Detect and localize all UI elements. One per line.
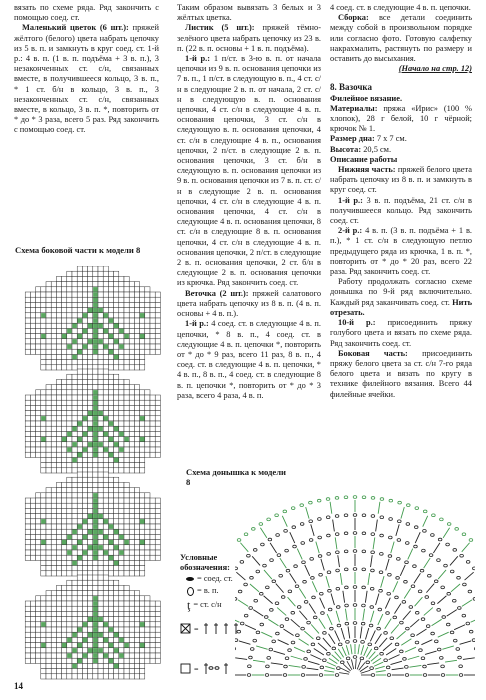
heading-inline: Маленький цветок (6 шт.): bbox=[22, 23, 129, 33]
heading-inline: 1-й р.: bbox=[185, 54, 211, 64]
heading-inline: Нижняя часть: bbox=[338, 165, 396, 175]
heading-inline: Размер дна: bbox=[330, 134, 375, 144]
text-column-middle bbox=[177, 3, 321, 401]
bottom-scheme-caption: Схема донышка к модели 8 bbox=[186, 467, 286, 487]
heading-inline: 2-й р.: bbox=[338, 226, 363, 236]
paragraph: вязать по схеме ряда. Ряд закончить с помощью соед. ст. bbox=[14, 3, 159, 23]
paragraph: 4 соед. ст. в следующие 4 в. п. цепочки, * 8 в. п., 4 соед. ст. в следующие 4 в. п. цепочки *, повторить от * до * 9 раз, всего 11 раз, 8 в. п., 4 соед. ст. в следующие 4 в. п. цепочки, * 4 в. п., 8 в. п., 4 соед. ст. в следующие 8 в. п. цепочки *, повторить от * до * 3 раза, всего 4 раза, 4 в. п. bbox=[177, 319, 322, 400]
heading-inline: Материалы: bbox=[330, 103, 378, 113]
heading-inline: Веточка (2 шт.): bbox=[185, 288, 249, 298]
paragraph: присоединить пряжу белого цвета за ст. с/н 7-го ряда белого цвета и вязать по кругу в технике филейного вязания. Всего 44 филейные ячейки. bbox=[330, 348, 473, 399]
paragraph: Таким образом вывязать 3 белых и 3 жёлтых цветка. bbox=[177, 3, 321, 23]
filled-cell-stitches-icon bbox=[204, 623, 238, 634]
legend bbox=[180, 553, 260, 613]
technique: Филейное вязание. bbox=[330, 93, 403, 103]
description-title: Описание работы bbox=[330, 154, 398, 164]
heading-inline: 1-й р.: bbox=[338, 195, 363, 205]
empty-cell-icon bbox=[181, 664, 190, 673]
heading-inline: Листик (5 шт.): bbox=[185, 23, 255, 33]
legend-label: = соед. ст. bbox=[197, 574, 233, 583]
heading-inline: Боковая часть: bbox=[338, 348, 408, 358]
filet-legend bbox=[180, 622, 260, 682]
double-crochet-icon: ţ bbox=[187, 598, 191, 612]
heading-inline: Сборка: bbox=[338, 13, 369, 23]
paragraph: все детали соединить между собой в произвольном порядке или согласно фото. Готовую салфетку накрахмалить, растянуть по размеру и оставить до высыхания. bbox=[330, 13, 473, 64]
svg-text:=: = bbox=[194, 625, 199, 634]
paragraph: пряжей белого цвета набрать цепочку из 8 в. п. и замкнуть в круг соед. ст. bbox=[330, 165, 473, 195]
paragraph: 3 в. п. подъёма, 21 ст. с/н в получившееся кольцо. Ряд закончить соед. ст. bbox=[330, 195, 472, 226]
legend-title: Условные обозначения: bbox=[180, 553, 230, 572]
legend-label: = ст. с/н bbox=[193, 600, 222, 609]
value: 7 х 7 см. bbox=[376, 134, 407, 144]
paragraph: пряжа «Ирис» (100 % хлопок), 28 г белой, 10 г чёрной; крючок № 1. bbox=[330, 103, 472, 134]
empty-cell-stitches-icon bbox=[204, 663, 228, 674]
paragraph: 1 п/ст. в 3-ю в. п. от начала цепочки из 9 в. п. основания цепочки из 7 в. п., 1 п/ст. в следующую в. п., 4 ст. с/н в следующие 2 в. п. от начала, 2 ст. с/н в следующую в. п. основания цепочки, 4 ст. с/н в следующие 4 в. п. основания цепочки, 3 ст. с/н в следующую в. п. основания цепочки, 4 ст. с/н в следующие 4 в. п., основания цепочки, 2 п/ст. в следующие 2 в. п. основания цепочки, 3 ст. б/н в следующую в. п. основания цепочки из 9 в. п. основания цепочки из 7 в. п. ст. с/н в следующие 2 в. п. основания цепочки, 4 ст. с/н в следующие 4 в. п. основания цепочки, 4 ст. с/н в следующие 4 в. п. основания цепочки, 8 ст. с/н в следующие 8 в. п. основания цепочки, 4 ст. с/н в следующие 4 в. п. основания цепочки, 2 п/ст. в следующие 2 в. п. основания цепочки, 2 ст. б/н в следующие 2 в. п. основания цепочки из крючка. Ряд закончить соед. ст. bbox=[177, 54, 322, 288]
bottom-scheme-diagram bbox=[235, 475, 475, 695]
legend-label: = в. п. bbox=[197, 586, 219, 595]
tree-motif bbox=[25, 266, 160, 370]
page-number: 14 bbox=[14, 681, 23, 691]
legend-item bbox=[180, 573, 260, 585]
paragraph: пряжей жёлтого (белого) цвета набрать цепочку из 5 в. п. и замкнуть в круг соед. ст. 1-й р.: 4 в. п. (1 в. п. подъёма + 3 в. п.), 3 незаконченных ст. с/н, связанных вместе, в получившееся кольцо, 3 в. п., * 1 ст. б/н в кольцо, 3 в. п., 3 незаконченных ст. с/н, связанных вместе, в кольцо, 3 в. п. *, повторить от * до * 3 раза, всего 5 раз. Ряд закончить с помощью соед. ст. bbox=[14, 23, 159, 135]
paragraph: 4 соед. ст. в следующие 4 в. п. цепочки. bbox=[330, 3, 471, 12]
paragraph: присоединить пряжу голубого цвета и вязать по схеме ряда. Ряд закончить соед. ст. bbox=[330, 318, 473, 348]
svg-text:=: = bbox=[194, 665, 199, 674]
heading-inline: Высота: bbox=[330, 144, 362, 154]
text-column-left bbox=[14, 3, 159, 136]
heading-inline: 10-й р.: bbox=[338, 318, 376, 328]
side-part-chart bbox=[12, 266, 170, 682]
text-column-right bbox=[330, 3, 472, 400]
tree-motif bbox=[25, 575, 160, 679]
slip-stitch-icon bbox=[186, 577, 194, 581]
paragraph: пряжей тёмно-зелёного цвета набрать цепочку из 23 в. п. (22 в. п. основы + 1 в. п. подъёма). bbox=[177, 23, 322, 53]
tree-motif bbox=[25, 472, 160, 576]
paragraph: 4 в. п. (3 в. п. подъёма + 1 в. п.), * 1 ст. с/н в следующую петлю предыдущего ряда из крючка, 1 в. п. *, повторить от * до * 20 раз, всего 22 раза. Ряд закончить соед. ст. bbox=[330, 226, 472, 277]
paragraph: пряжей салатового цвета набрать цепочку из 8 в. п. (4 в. п. основы + 4 в. п.). bbox=[177, 288, 322, 319]
filled-cell-cross-icon bbox=[181, 624, 190, 633]
paragraph: Работу продолжать согласно схеме донышка по 9-й ряд включительно. Каждый ряд заканчивать соед. ст. bbox=[330, 277, 472, 307]
chain-stitch-icon bbox=[187, 587, 194, 596]
legend-item bbox=[180, 597, 260, 613]
tree-motif bbox=[25, 369, 160, 473]
page-reference: (Начало на стр. 12) bbox=[398, 64, 472, 74]
heading-inline: 1-й р.: bbox=[185, 319, 209, 329]
legend-item bbox=[180, 585, 260, 597]
emphasis: Нить отрезать. bbox=[330, 297, 472, 317]
value: 20,5 см. bbox=[363, 144, 392, 154]
section-title: 8. Вазочка bbox=[330, 82, 372, 93]
side-scheme-caption: Схема боковой части к модели 8 bbox=[15, 245, 141, 255]
